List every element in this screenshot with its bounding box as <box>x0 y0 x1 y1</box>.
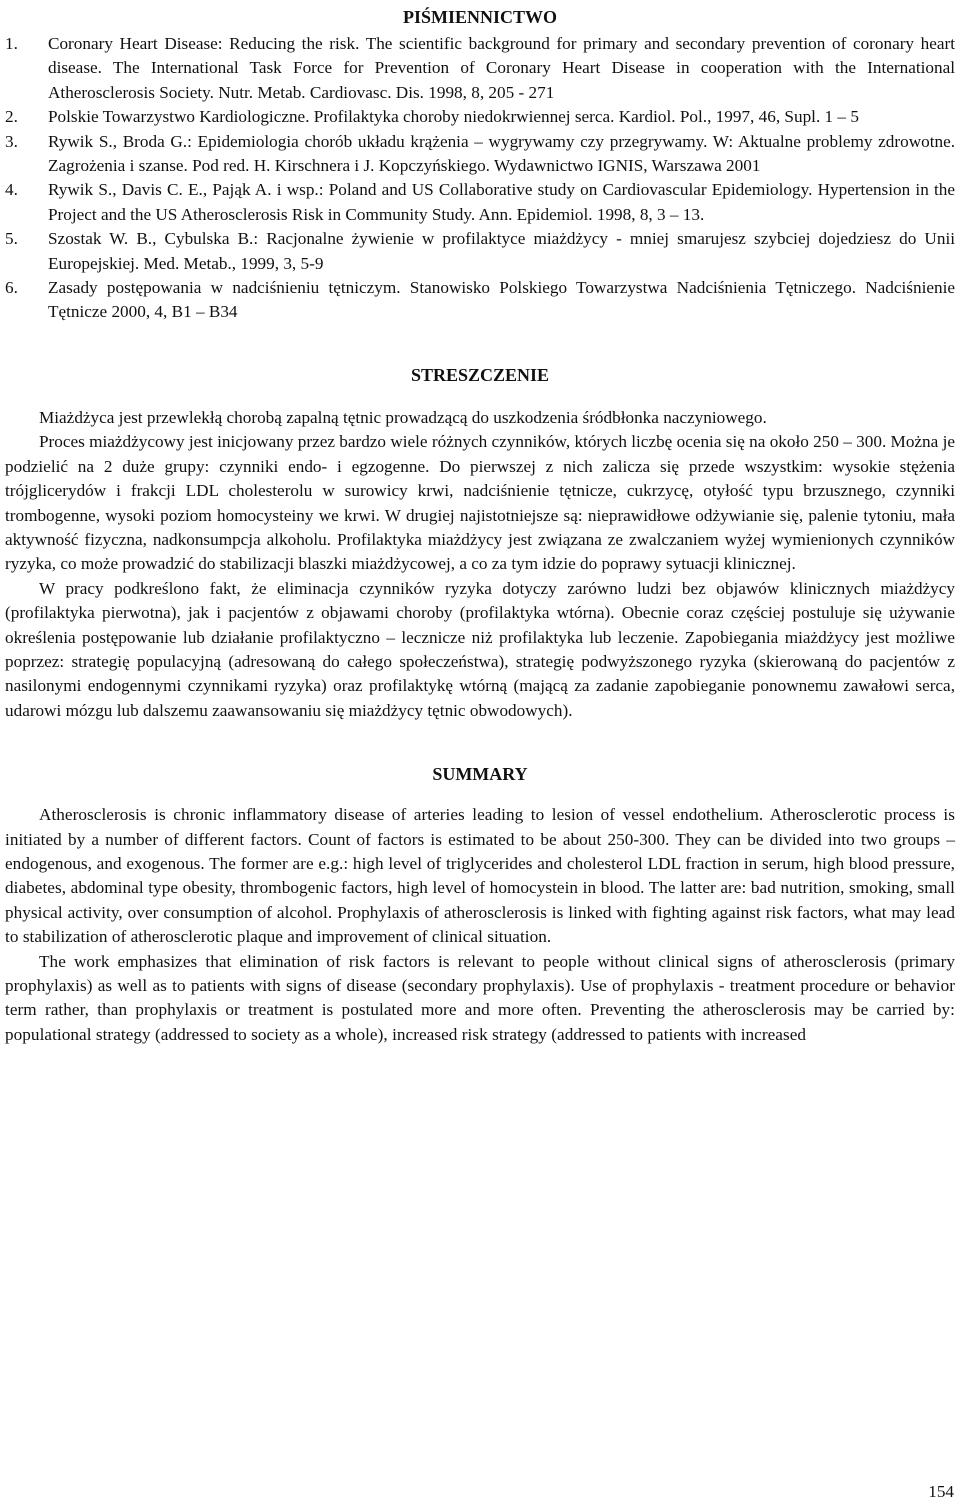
reference-item <box>5 130 955 179</box>
reference-text: Szostak W. B., Cybulska B.: Racjonalne żywienie w profilaktyce miażdżycy - mniej smarujesz szybciej dojedziesz do Unii Europejskiej. Med. Metab., 1999, 3, 5-9 <box>48 229 955 273</box>
reference-item <box>5 276 955 325</box>
reference-number: 3. <box>5 131 18 151</box>
summary-title: SUMMARY <box>432 764 528 785</box>
reference-text: Rywik S., Broda G.: Epidemiologia chorób układu krążenia – wygrywamy czy przegrywamy. W: Aktualne problemy zdrowotne. Zagrożenia i szanse. Pod red. H. Kirschnera i J. Kopczyńskiego. Wydawnictwo IGNIS, Warszawa 2001 <box>48 131 955 176</box>
reference-text: Zasady postępowania w nadciśnieniu tętniczym. Stanowisko Polskiego Towarzystwa Nadciśnienia Tętniczego. Nadciśnienie Tętnicze 2000, 4, B1 – B34 <box>48 278 955 322</box>
reference-item <box>5 227 955 276</box>
summary-paragraph: The work emphasizes that elimination of risk factors is relevant to people without clinical signs of atherosclerosis (primary prophylaxis) as well as to patients with signs of disease (secondary prophylaxis). Use of prophylaxis - treatment procedure or behavior term rather, than prophylaxis or treatment is postulated more and more often. Preventing the atherosclerosis may be carried by: populational strategy (addressed to society as a whole), increased risk strategy (addressed to patients with increased <box>5 951 955 1044</box>
reference-text: Rywik S., Davis C. E., Pająk A. i wsp.: Poland and US Collaborative study on Cardiovascular Epidemiology. Hypertension in the Project and the US Atherosclerosis Risk in Community Study. Ann. Epidemiol. 1998, 8, 3 – 13. <box>48 180 955 224</box>
streszczenie-title: STRESZCZENIE <box>410 364 550 385</box>
streszczenie-paragraph: W pracy podkreślono fakt, że eliminacja czynników ryzyka dotyczy zarówno ludzi bez objawów klinicznych miażdżycy (profilaktyka pierwotna), jak i pacjentów z objawami choroby (profilaktyka wtórna). Obecnie coraz częściej postuluje się używanie określenia postępowanie lub działanie profilaktyczno – lecznicze niż profilaktyka lub leczenie. Zapobiegania miażdżycy jest możliwe poprzez: strategię populacyjną (adresowaną do całego społeczeństwa), strategię podwyższonego ryzyka (skierowaną do pacjentów z nasilonymi endogennymi czynnikami ryzyka) oraz profilaktykę wtórną (mającą za zadanie zapobieganie ponownemu zawałowi serca, udarowi mózgu lub dalszemu zaawansowaniu się miażdżycy tętnic obwodowych). <box>5 578 955 720</box>
page-number: 154 <box>928 1482 954 1501</box>
streszczenie-section <box>5 406 955 723</box>
reference-text: Coronary Heart Disease: Reducing the risk. The scientific background for primary and secondary prevention of coronary heart disease. The International Task Force for Prevention of Coronary Heart Disease in cooperation with the International Atherosclerosis Society. Nutr. Metab. Cardiovasc. Dis. 1998, 8, 205 - 271 <box>48 34 955 102</box>
reference-item <box>5 105 955 129</box>
summary-paragraph: Atherosclerosis is chronic inflammatory disease of arteries leading to lesion of vessel endothelium. Atherosclerotic process is initiated by a number of different factors. Count of factors is estimated to be about 250-300. They can be divided into two groups – endogenous, and exogenous. The former are e.g.: high level of triglycerides and cholesterol LDL fraction in serum, high blood pressure, diabetes, abdominal type obesity, thrombogenic factors, high level of homocystein in blood. The latter are: bad nutrition, smoking, small physical activity, over consumption of alcohol. Prophylaxis of atherosclerosis is linked with fighting against risk factors, what may lead to stabilization of atherosclerotic plaque and improvement of clinical situation. <box>5 805 955 947</box>
reference-text: Polskie Towarzystwo Kardiologiczne. Profilaktyka choroby niedokrwiennej serca. Kardiol. Pol., 1997, 46, Supl. 1 – 5 <box>48 107 859 127</box>
reference-item <box>5 178 955 227</box>
references-list <box>5 32 955 325</box>
summary-section <box>5 803 955 1047</box>
reference-number: 1. <box>5 34 18 53</box>
reference-number: 2. <box>5 107 18 127</box>
streszczenie-paragraph: Miażdżyca jest przewlekłą chorobą zapalną tętnic prowadzącą do uszkodzenia śródbłonka naczyniowego. <box>39 407 767 427</box>
reference-number: 6. <box>5 278 18 298</box>
reference-number: 5. <box>5 229 18 249</box>
reference-number: 4. <box>5 180 18 200</box>
streszczenie-paragraph: Proces miażdżycowy jest inicjowany przez bardzo wiele różnych czynników, których liczbę ocenia się na około 250 – 300. Można je podzielić na 2 duże grupy: czynniki endo- i egzogenne. Do pierwszej z nich zalicza się przede wszystkim: wysokie stężenia trójglicerydów i frakcji LDL cholesterolu w surowicy krwi, nadciśnienie tętnicze, cukrzycę, otyłość typu brzusznego, czynniki trombogenne, wysoki poziom homocysteiny we krwi. W drugiej najistotniejsze są: nieprawidłowe odżywianie się, palenie tytoniu, mała aktywność fizyczna, nadkonsumpcja alkoholu. Profilaktyka miażdżycy jest związana ze zwalczaniem wyżej wymienionych czynników ryzyka, co może prowadzić do stabilizacji blaszki miażdżycowej, a co za tym idzie do poprawy sytuacji klinicznej. <box>5 432 955 574</box>
reference-item <box>5 32 955 105</box>
references-title: PIŚMIENNICTWO <box>402 7 558 27</box>
document-page <box>5 4 955 1047</box>
